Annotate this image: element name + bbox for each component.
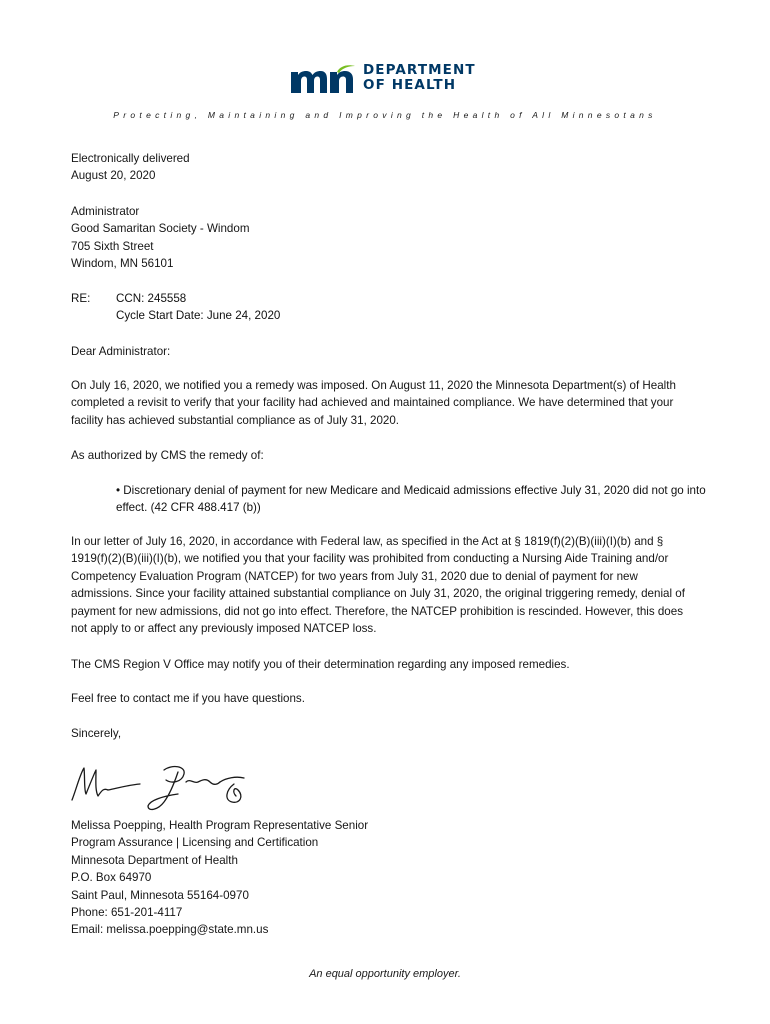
date-block xyxy=(71,150,711,185)
recipient-address xyxy=(71,203,711,273)
footer-eoe: An equal opportunity employer. xyxy=(309,968,461,980)
closing: Sincerely, xyxy=(71,727,122,740)
recipient-street: 705 Sixth Street xyxy=(71,239,154,253)
delivery-method: Electronically delivered xyxy=(71,152,190,165)
recipient-city: Windom, MN 56101 xyxy=(71,257,174,271)
re-cycle-date: Cycle Start Date: June 24, 2020 xyxy=(116,309,281,323)
mn-logo-icon xyxy=(289,64,357,94)
re-ccn: CCN: 245558 xyxy=(116,292,187,305)
paragraph-contact: Feel free to contact me if you have questions. xyxy=(71,692,305,705)
mdh-logo xyxy=(289,62,489,98)
sender-agency: Minnesota Department of Health xyxy=(71,853,238,867)
handwritten-signature xyxy=(68,760,268,818)
salutation: Dear Administrator: xyxy=(71,345,171,358)
paragraph-remedy-notice: On July 16, 2020, we notified you a remedy was imposed. On August 11, 2020 the Minnesota Department(s) of Health completed a revisit to verify that your facility had achieved and maintained compliance. We have determined that your facility has achieved substantial compliance as of July 31, 2020. xyxy=(71,379,676,427)
logo-line-2: OF HEALTH xyxy=(363,77,457,93)
sender-unit: Program Assurance | Licensing and Certification xyxy=(71,836,319,850)
sender-email: Email: melissa.poepping@state.mn.us xyxy=(71,923,269,937)
letter-date: August 20, 2020 xyxy=(71,169,156,183)
re-label: RE: xyxy=(71,292,91,305)
remedy-bullet: • Discretionary denial of payment for new Medicare and Medicaid admissions effective July 31, 2020 did not go into effect. (42 CFR 488.417 (b)) xyxy=(116,484,706,515)
agency-tagline: Protecting, Maintaining and Improving the Health of All Minnesotans xyxy=(113,110,657,120)
re-details xyxy=(116,290,280,325)
sender-name-title: Melissa Poepping, Health Program Representative Senior xyxy=(71,819,369,832)
sender-po-box: P.O. Box 64970 xyxy=(71,871,152,885)
sender-block xyxy=(71,817,711,939)
paragraph-authorized: As authorized by CMS the remedy of: xyxy=(71,449,264,462)
logo-line-1: DEPARTMENT xyxy=(363,62,476,78)
sender-phone: Phone: 651-201-4117 xyxy=(71,906,183,920)
recipient-facility: Good Samaritan Society - Windom xyxy=(71,222,250,236)
paragraph-cms-region: The CMS Region V Office may notify you of their determination regarding any imposed remedies. xyxy=(71,658,570,671)
recipient-title: Administrator xyxy=(71,205,140,218)
logo-wordmark xyxy=(363,63,476,93)
paragraph-natcep: In our letter of July 16, 2020, in accordance with Federal law, as specified in the Act at § 1819(f)(2)(B)(iii)(I)(b) and § 1919(f)(2)(B)(iii)(I)(b), we notified you that your facility was prohibited from conducting a Nursing Aide Training and/or Competency Evaluation Program (NATCEP) for two years from July 31, 2020 due to denial of payment for new admissions. Since your facility attained substantial compliance on July 31, 2020, the original triggering remedy, denial of payment for new admissions, did not go into effect. Therefore, the NATCEP prohibition is rescinded. However, this does not apply to or affect any previously imposed NATCEP loss. xyxy=(71,535,685,636)
sender-city: Saint Paul, Minnesota 55164-0970 xyxy=(71,888,249,902)
